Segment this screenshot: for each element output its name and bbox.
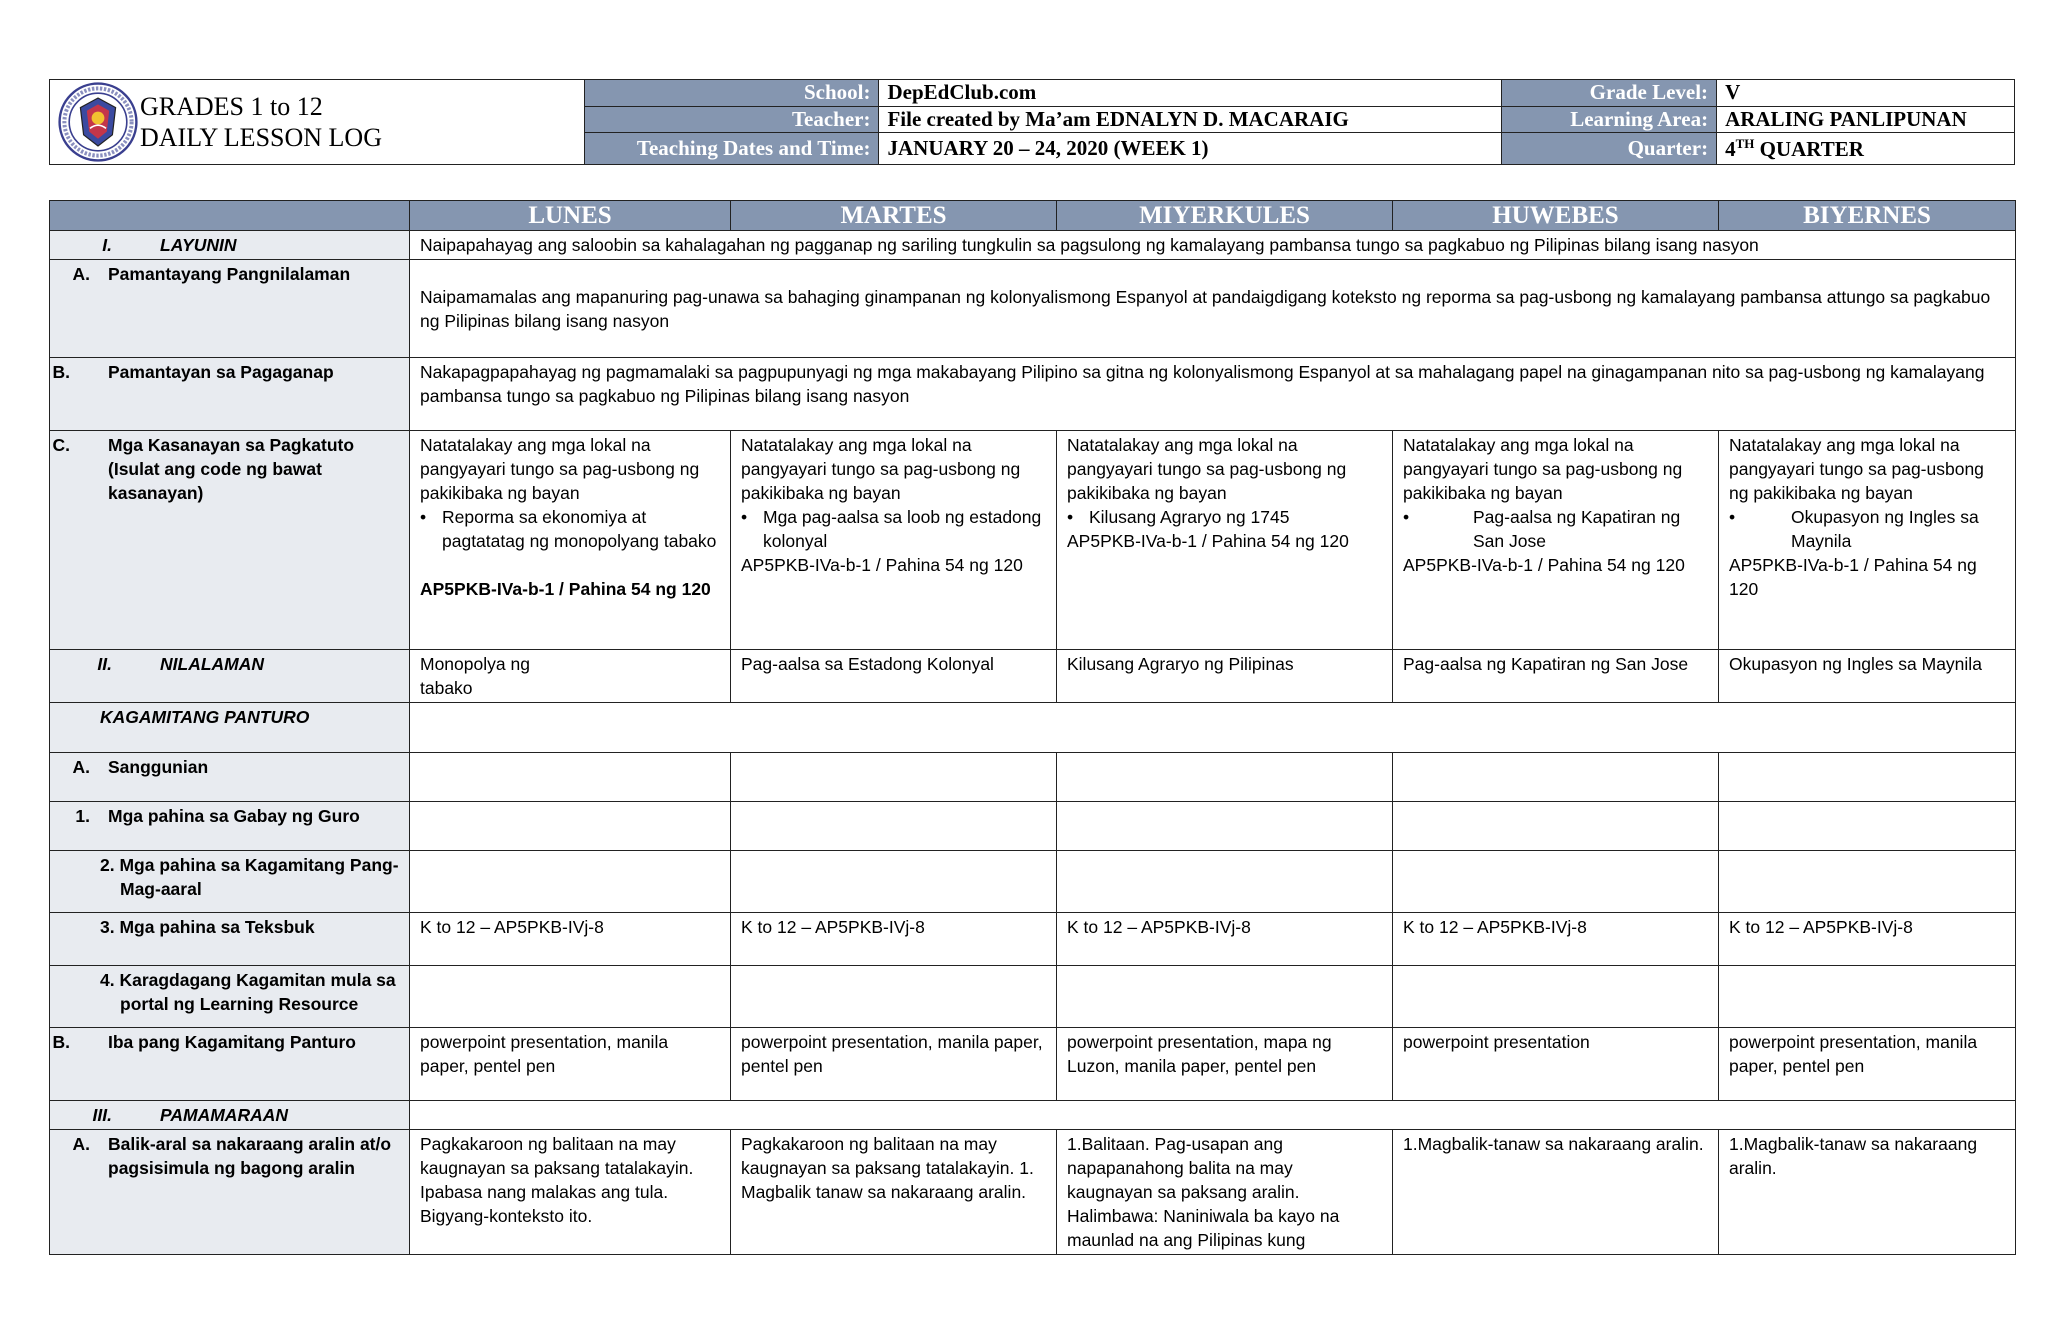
row-label: A. Balik-aral sa nakaraang aralin at/o pagsisimula ng bagong aralin <box>50 1130 410 1255</box>
nilalaman-cell: Monopolya ng tabako <box>410 650 731 703</box>
nilalaman-cell: Pag-aalsa sa Estadong Kolonyal <box>731 650 1057 703</box>
day-header: MIYERKULES <box>1057 201 1393 231</box>
pang-mag-aaral-cell <box>410 851 731 913</box>
row-pamantayan-sa-pagaganap <box>50 358 2016 431</box>
balik-aral-cell: 1.Balitaan. Pag-usapan ang napapanahong balita na may kaugnayan sa paksang aralin. Halimbawa: Naniniwala ba kayo na maunlad na ang Pilipinas kung <box>1057 1130 1393 1255</box>
school-label: School: <box>584 80 879 107</box>
lesson-log-table <box>49 200 2016 1255</box>
sanggunian-cell <box>731 753 1057 802</box>
kasanayan-cell: Natatalakay ang mga lokal na pangyayari tungo sa pag-usbong ng pakikibaka ng bayan • Mga pag-aalsa sa loob ng estadong kolonyal AP5PKB-IVa-b-1 / Pahina 54 ng 120 <box>731 431 1057 650</box>
row-label: B. Pamantayan sa Pagaganap <box>50 358 410 431</box>
day-header: LUNES <box>410 201 731 231</box>
teacher-label: Teacher: <box>584 106 879 133</box>
teksbuk-cell: K to 12 – AP5PKB-IVj-8 <box>1719 913 2016 966</box>
sanggunian-cell <box>1719 753 2016 802</box>
title-line-2: DAILY LESSON LOG <box>140 123 382 152</box>
title-cell <box>50 80 585 165</box>
balik-aral-cell: Pagkakaroon ng balitaan na may kaugnayan sa paksang tatalakayin. 1. Magbalik tanaw sa nakaraang aralin. <box>731 1130 1057 1255</box>
iba-pang-cell: powerpoint presentation, mapa ng Luzon, manila paper, pentel pen <box>1057 1028 1393 1101</box>
gabay-cell <box>410 802 731 851</box>
kasanayan-cell: Natatalakay ang mga lokal na pangyayari tungo sa pag-usbong ng pakikibaka ng bayan • Okupasyon ng Ingles sa Maynila AP5PKB-IVa-b-1 / Pahina 54 ng 120 <box>1719 431 2016 650</box>
gabay-cell <box>1393 802 1719 851</box>
karagdagang-cell <box>1393 966 1719 1028</box>
row-layunin <box>50 231 2016 260</box>
sanggunian-cell <box>1057 753 1393 802</box>
pang-mag-aaral-cell <box>731 851 1057 913</box>
row-label: 3. Mga pahina sa Teksbuk <box>50 913 410 966</box>
nilalaman-cell: Okupasyon ng Ingles sa Maynila <box>1719 650 2016 703</box>
quarter-value <box>1717 133 2015 165</box>
pamantayan-sa-pagaganap-text: Nakapagpapahayag ng pagmamalaki sa pagpupunyagi ng mga makabayang Pilipino sa gitna ng kolonyalismong Espanyol at sa mahalagang papel na ginagampanan nito sa pag-usbong ng kamalayang pambansa tungo sa pagkabuo ng Pilipinas bilang isang nasyon <box>410 358 2016 431</box>
row-label: A. Sanggunian <box>50 753 410 802</box>
iba-pang-cell: powerpoint presentation <box>1393 1028 1719 1101</box>
grade-level-label: Grade Level: <box>1502 80 1717 107</box>
row-label: II. NILALAMAN <box>50 650 410 703</box>
row-iba-pang-kagamitan <box>50 1028 2016 1101</box>
row-balik-aral <box>50 1130 2016 1255</box>
deped-seal-icon <box>58 82 138 162</box>
balik-aral-cell: 1.Magbalik-tanaw sa nakaraang aralin. <box>1719 1130 2016 1255</box>
kasanayan-cell: Natatalakay ang mga lokal na pangyayari tungo sa pag-usbong ng pakikibaka ng bayan • Kilusang Agraryo ng 1745 AP5PKB-IVa-b-1 / Pahina 54 ng 120 <box>1057 431 1393 650</box>
pamamaraan-cell <box>410 1101 2016 1130</box>
kagamitang-panturo-cell <box>410 703 2016 753</box>
quarter-label: Quarter: <box>1502 133 1717 165</box>
teksbuk-cell: K to 12 – AP5PKB-IVj-8 <box>410 913 731 966</box>
balik-aral-cell: Pagkakaroon ng balitaan na may kaugnayan sa paksang tatalakayin. Ipabasa nang malakas ang tula. Bigyang-konteksto ito. <box>410 1130 731 1255</box>
day-header-row <box>50 201 2016 231</box>
iba-pang-cell: powerpoint presentation, manila paper, pentel pen <box>1719 1028 2016 1101</box>
kasanayan-cell: Natatalakay ang mga lokal na pangyayari tungo sa pag-usbong ng pakikibaka ng bayan • Reporma sa ekonomiya at pagtatatag ng monopolyang tabako AP5PKB-IVa-b-1 / Pahina 54 ng 120 <box>410 431 731 650</box>
grade-level-value: V <box>1717 80 2015 107</box>
nilalaman-cell: Kilusang Agraryo ng Pilipinas <box>1057 650 1393 703</box>
row-label: 4. Karagdagang Kagamitan mula sa portal ng Learning Resource <box>50 966 410 1028</box>
dates-label: Teaching Dates and Time: <box>584 133 879 165</box>
quarter-word: QUARTER <box>1754 136 1864 161</box>
row-label: I. LAYUNIN <box>50 231 410 260</box>
teksbuk-cell: K to 12 – AP5PKB-IVj-8 <box>731 913 1057 966</box>
gabay-cell <box>1719 802 2016 851</box>
row-label: 2. Mga pahina sa Kagamitang Pang-Mag-aaral <box>50 851 410 913</box>
day-header: HUWEBES <box>1393 201 1719 231</box>
row-label: C. Mga Kasanayan sa Pagkatuto (Isulat ang code ng bawat kasanayan) <box>50 431 410 650</box>
row-pamamaraan <box>50 1101 2016 1130</box>
pamantayang-pangnilalaman-text: Naipamamalas ang mapanuring pag-unawa sa bahaging ginampanan ng kolonyalismong Espanyol at pandaigdigang koteksto ng reporma sa pag-usbong ng kamalayang pambansa attungo sa pagkabuo ng Pilipinas bilang isang nasyon <box>410 260 2016 358</box>
teksbuk-cell: K to 12 – AP5PKB-IVj-8 <box>1057 913 1393 966</box>
corner-cell <box>50 201 410 231</box>
learning-area-label: Learning Area: <box>1502 106 1717 133</box>
nilalaman-cell: Pag-aalsa ng Kapatiran ng San Jose <box>1393 650 1719 703</box>
row-kagamitang-pang-mag-aaral <box>50 851 2016 913</box>
title-line-1: GRADES 1 to 12 <box>140 92 323 121</box>
row-gabay-ng-guro <box>50 802 2016 851</box>
pang-mag-aaral-cell <box>1719 851 2016 913</box>
row-label: 1. Mga pahina sa Gabay ng Guro <box>50 802 410 851</box>
learning-area-value: ARALING PANLIPUNAN <box>1717 106 2015 133</box>
pang-mag-aaral-cell <box>1393 851 1719 913</box>
karagdagang-cell <box>1719 966 2016 1028</box>
day-header: BIYERNES <box>1719 201 2016 231</box>
row-nilalaman <box>50 650 2016 703</box>
karagdagang-cell <box>731 966 1057 1028</box>
row-label: B. Iba pang Kagamitang Panturo <box>50 1028 410 1101</box>
quarter-suffix: TH <box>1735 135 1755 151</box>
kasanayan-cell: Natatalakay ang mga lokal na pangyayari tungo sa pag-usbong ng pakikibaka ng bayan • Pag-aalsa ng Kapatiran ng San Jose AP5PKB-IVa-b-1 / Pahina 54 ng 120 <box>1393 431 1719 650</box>
dates-value: JANUARY 20 – 24, 2020 (WEEK 1) <box>879 133 1502 165</box>
lesson-log-header <box>49 79 2015 165</box>
teacher-value: File created by Ma’am EDNALYN D. MACARAIG <box>879 106 1502 133</box>
sanggunian-cell <box>1393 753 1719 802</box>
karagdagang-cell <box>410 966 731 1028</box>
row-pamantayang-pangnilalaman <box>50 260 2016 358</box>
row-label: KAGAMITANG PANTURO <box>50 703 410 753</box>
row-label: III. PAMAMARAAN <box>50 1101 410 1130</box>
row-label: A. Pamantayang Pangnilalaman <box>50 260 410 358</box>
layunin-text: Naipapahayag ang saloobin sa kahalagahan ng pagganap ng sariling tungkulin sa pagsulong ng kamalayang pambansa tungo sa pagkabuo ng Pilipinas bilang isang nasyon <box>410 231 2016 260</box>
iba-pang-cell: powerpoint presentation, manila paper, pentel pen <box>731 1028 1057 1101</box>
pang-mag-aaral-cell <box>1057 851 1393 913</box>
day-header: MARTES <box>731 201 1057 231</box>
iba-pang-cell: powerpoint presentation, manila paper, pentel pen <box>410 1028 731 1101</box>
row-kagamitang-panturo <box>50 703 2016 753</box>
karagdagang-cell <box>1057 966 1393 1028</box>
row-teksbuk <box>50 913 2016 966</box>
sanggunian-cell <box>410 753 731 802</box>
row-sanggunian <box>50 753 2016 802</box>
balik-aral-cell: 1.Magbalik-tanaw sa nakaraang aralin. <box>1393 1130 1719 1255</box>
gabay-cell <box>1057 802 1393 851</box>
teksbuk-cell: K to 12 – AP5PKB-IVj-8 <box>1393 913 1719 966</box>
school-value: DepEdClub.com <box>879 80 1502 107</box>
row-kasanayan <box>50 431 2016 650</box>
quarter-number: 4 <box>1725 136 1736 161</box>
gabay-cell <box>731 802 1057 851</box>
row-karagdagang-kagamitan <box>50 966 2016 1028</box>
